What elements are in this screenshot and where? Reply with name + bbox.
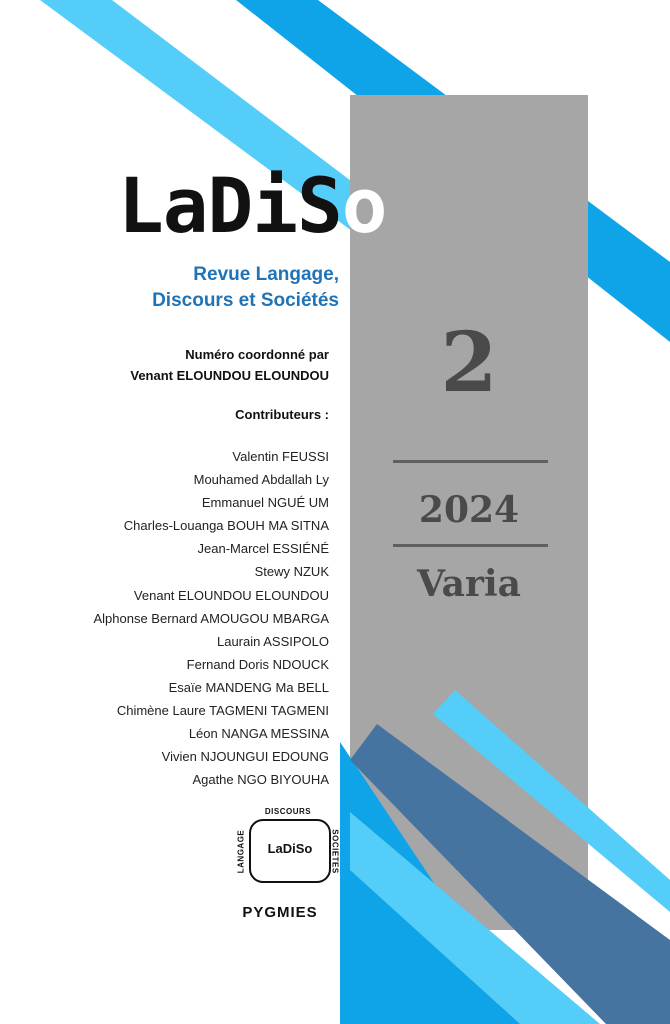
issue-theme: Varia	[417, 563, 521, 605]
contributor-name: Chimène Laure TAGMENI TAGMENI	[116, 703, 329, 719]
logo-word-discours: DISCOURS	[264, 807, 312, 816]
subtitle-line-2: Discours et Sociétés	[152, 290, 339, 311]
contributor-name: Fernand Doris NDOUCK	[186, 656, 329, 672]
contributor-name: Venant ELOUNDOU ELOUNDOU	[133, 587, 329, 603]
issue-number: 2	[440, 315, 498, 411]
contributors-heading: Contributeurs :	[235, 407, 329, 422]
logo-center-text: LaDiSo	[267, 841, 313, 856]
contributor-name: Stewy NZUK	[254, 564, 329, 580]
contributor-name: Emmanuel NGUÉ UM	[201, 495, 329, 511]
contributors-list	[0, 445, 329, 791]
contributor-name: Valentin FEUSSI	[232, 449, 329, 464]
coordination-block	[9, 344, 329, 386]
contributor-name: Jean-Marcel ESSIÉNÉ	[197, 541, 329, 557]
logo-word-societes: SOCIETES	[330, 829, 340, 874]
divider-bottom	[393, 544, 548, 547]
journal-title-main: LaDiS	[118, 161, 342, 250]
journal-subtitle	[9, 262, 339, 314]
journal-title-last-letter: o	[341, 161, 387, 250]
logo-word-langage: LANGAGE	[236, 829, 246, 874]
subtitle-line-1: Revue Langage,	[193, 264, 339, 285]
publisher-logo: PYGMIES	[242, 904, 318, 921]
contributor-name: Laurain ASSIPOLO	[216, 633, 329, 649]
contributor-name: Vivien NJOUNGUI EDOUNG	[161, 749, 329, 765]
journal-title	[118, 161, 387, 250]
divider-top	[393, 460, 548, 463]
contributor-name: Mouhamed Abdallah Ly	[193, 472, 329, 488]
ladiso-logo	[233, 805, 343, 891]
issue-year: 2024	[418, 489, 520, 531]
contributor-name: Agathe NGO BIYOUHA	[192, 772, 329, 788]
contributor-name: Alphonse Bernard AMOUGOU MBARGA	[93, 610, 329, 626]
contributor-name: Charles-Louanga BOUH MA SITNA	[123, 518, 329, 534]
coordinator-name: Venant ELOUNDOU ELOUNDOU	[130, 368, 329, 383]
coordinated-label: Numéro coordonné par	[185, 347, 329, 362]
contributor-name: Esaïe MANDENG Ma BELL	[168, 679, 329, 695]
contributor-name: Léon NANGA MESSINA	[188, 726, 329, 742]
